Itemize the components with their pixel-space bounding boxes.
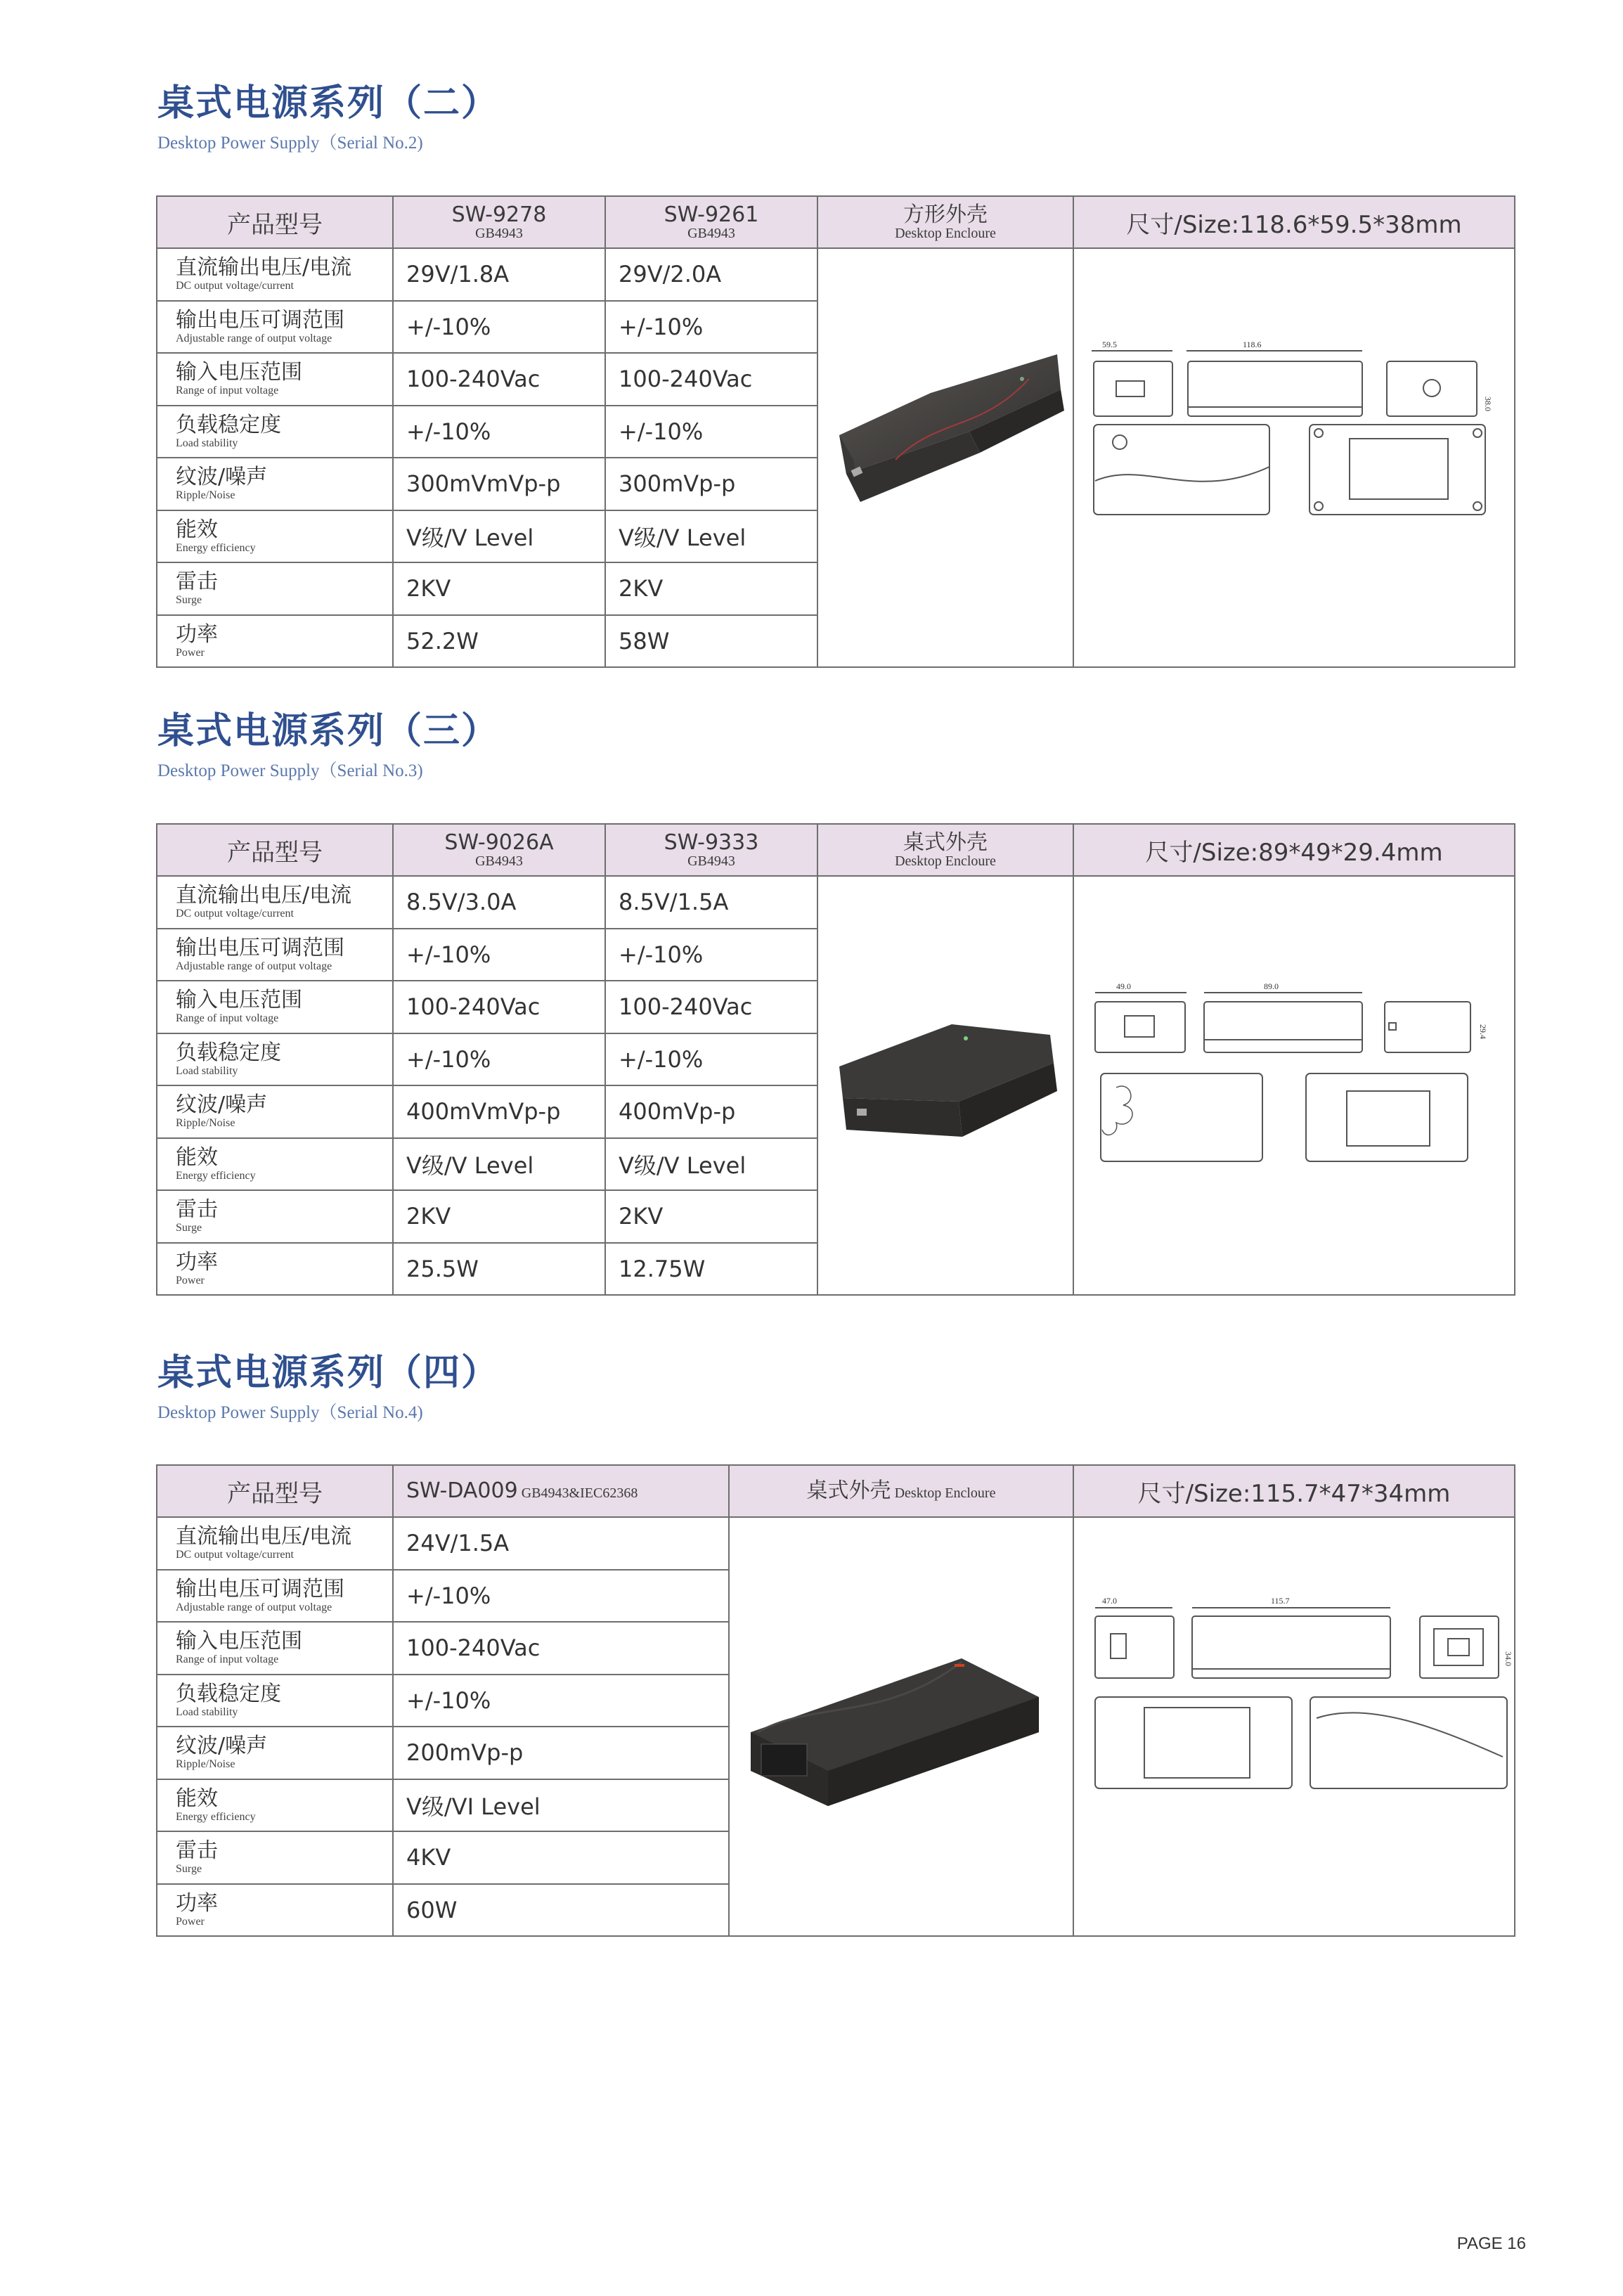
section-subtitle: Desktop Power Supply（Serial No.3) [157,761,423,780]
cell-value: 100-240Vac [605,353,817,406]
row-label: 能效 Energy efficiency [157,1779,393,1832]
cell-value: 29V/2.0A [605,248,817,301]
svg-text:34.0: 34.0 [1504,1651,1513,1666]
section-subtitle: Desktop Power Supply（Serial No.2) [157,134,423,153]
dimension-drawing [1074,249,1514,664]
product-photo [818,249,1073,664]
header-size: 尺寸/Size:89*49*29.4mm [1073,824,1515,876]
section-serial-4 [157,1348,1514,1424]
cell-value: V级/V Level [605,1138,817,1191]
cell-value: +/-10% [605,406,817,458]
svg-text:115.7: 115.7 [1271,1596,1290,1606]
row-label: 纹波/噪声 Ripple/Noise [157,458,393,510]
cell-value: 100-240Vac [605,981,817,1033]
header-model-label: 产品型号 [157,1465,393,1517]
row-label: 直流输出电压/电流 DC output voltage/current [157,248,393,301]
row-label: 负载稳定度 Load stability [157,406,393,458]
cell-value: +/-10% [393,1675,729,1727]
cell-value: 29V/1.8A [393,248,605,301]
row-label: 负载稳定度 Load stability [157,1675,393,1727]
header-model-2: SW-9261 GB4943 [605,196,817,248]
row-label: 直流输出电压/电流 DC output voltage/current [157,1517,393,1570]
header-enclosure: 桌式外壳 Desktop Encloure [729,1465,1073,1517]
cell-value: +/-10% [605,301,817,354]
row-label: 输入电压范围 Range of input voltage [157,1622,393,1675]
page-number: PAGE 16 [1456,2234,1526,2253]
table-header-row [157,196,1515,248]
cell-value: 2KV [605,562,817,615]
cell-value: +/-10% [605,929,817,981]
cell-value: 52.2W [393,615,605,668]
cell-value: 25.5W [393,1243,605,1296]
cell-value: 300mVp-p [605,458,817,510]
cell-value: +/-10% [393,406,605,458]
cell-value: 60W [393,1884,729,1937]
section-title: 桌式电源系列（二） [157,82,500,124]
row-label: 雷击 Surge [157,1190,393,1243]
cell-value: 8.5V/3.0A [393,876,605,929]
cell-value: 24V/1.5A [393,1517,729,1570]
row-label: 负载稳定度 Load stability [157,1033,393,1086]
svg-text:59.5: 59.5 [1102,340,1117,349]
header-model-label: 产品型号 [157,824,393,876]
dimension-drawing-cell [1073,248,1515,667]
spec-table-serial-2 [156,195,1515,668]
cell-value: 100-240Vac [393,981,605,1033]
header-size: 尺寸/Size:115.7*47*34mm [1073,1465,1515,1517]
row-label: 纹波/噪声 Ripple/Noise [157,1727,393,1779]
row-label: 输出电压可调范围 Adjustable range of output voltage [157,929,393,981]
cell-value: 4KV [393,1831,729,1884]
cell-value: V级/VI Level [393,1779,729,1832]
product-image-cell [817,876,1073,1295]
spec-table-serial-3 [156,823,1515,1296]
table-header-row [157,824,1515,876]
cell-value: 400mVp-p [605,1085,817,1138]
cell-value: V级/V Level [393,1138,605,1191]
row-label: 纹波/噪声 Ripple/Noise [157,1085,393,1138]
product-photo [818,877,1073,1291]
dimension-drawing-cell [1073,876,1515,1295]
section-title: 桌式电源系列（四） [157,1351,500,1394]
table-header-row [157,1465,1515,1517]
header-enclosure: 桌式外壳 Desktop Encloure [817,824,1073,876]
cell-value: 2KV [605,1190,817,1243]
cell-value: 200mVp-p [393,1727,729,1779]
cell-value: 2KV [393,1190,605,1243]
row-label: 功率 Power [157,615,393,668]
row-label: 雷击 Surge [157,1831,393,1884]
svg-text:47.0: 47.0 [1102,1596,1117,1606]
cell-value: +/-10% [393,1570,729,1623]
cell-value: 100-240Vac [393,353,605,406]
section-title: 桌式电源系列（三） [157,709,500,752]
row-label: 能效 Energy efficiency [157,510,393,563]
product-image-cell [729,1517,1073,1936]
dimension-drawing [1074,877,1514,1291]
header-model-1: SW-DA009 GB4943&IEC62368 [393,1465,729,1517]
svg-text:38.0: 38.0 [1483,396,1493,411]
cell-value: 100-240Vac [393,1622,729,1675]
svg-text:118.6: 118.6 [1243,340,1262,349]
cell-value: 58W [605,615,817,668]
row-label: 输出电压可调范围 Adjustable range of output voltage [157,1570,393,1623]
product-photo [730,1518,1073,1933]
header-model-1: SW-9278 GB4943 [393,196,605,248]
cell-value: 8.5V/1.5A [605,876,817,929]
svg-text:49.0: 49.0 [1116,981,1131,991]
header-enclosure: 方形外壳 Desktop Encloure [817,196,1073,248]
cell-value: +/-10% [605,1033,817,1086]
cell-value: +/-10% [393,301,605,354]
row-label: 能效 Energy efficiency [157,1138,393,1191]
spec-table-serial-4 [156,1464,1515,1937]
header-size: 尺寸/Size:118.6*59.5*38mm [1073,196,1515,248]
cell-value: 400mVmVp-p [393,1085,605,1138]
section-serial-3 [157,707,1514,782]
svg-text:89.0: 89.0 [1264,981,1279,991]
table-row [157,1517,1515,1570]
row-label: 功率 Power [157,1243,393,1296]
svg-text:29.4: 29.4 [1478,1024,1488,1039]
section-subtitle: Desktop Power Supply（Serial No.4) [157,1403,423,1422]
dimension-drawing-cell [1073,1517,1515,1936]
product-image-cell [817,248,1073,667]
cell-value: V级/V Level [605,510,817,563]
cell-value: +/-10% [393,929,605,981]
cell-value: V级/V Level [393,510,605,563]
row-label: 功率 Power [157,1884,393,1937]
row-label: 直流输出电压/电流 DC output voltage/current [157,876,393,929]
cell-value: +/-10% [393,1033,605,1086]
row-label: 输入电压范围 Range of input voltage [157,981,393,1033]
header-model-1: SW-9026A GB4943 [393,824,605,876]
cell-value: 300mVmVp-p [393,458,605,510]
row-label: 雷击 Surge [157,562,393,615]
row-label: 输出电压可调范围 Adjustable range of output voltage [157,301,393,354]
table-row [157,248,1515,301]
dimension-drawing [1074,1518,1514,1933]
cell-value: 12.75W [605,1243,817,1296]
table-row [157,876,1515,929]
header-model-2: SW-9333 GB4943 [605,824,817,876]
header-model-label: 产品型号 [157,196,393,248]
row-label: 输入电压范围 Range of input voltage [157,353,393,406]
section-serial-2 [157,79,1514,155]
cell-value: 2KV [393,562,605,615]
